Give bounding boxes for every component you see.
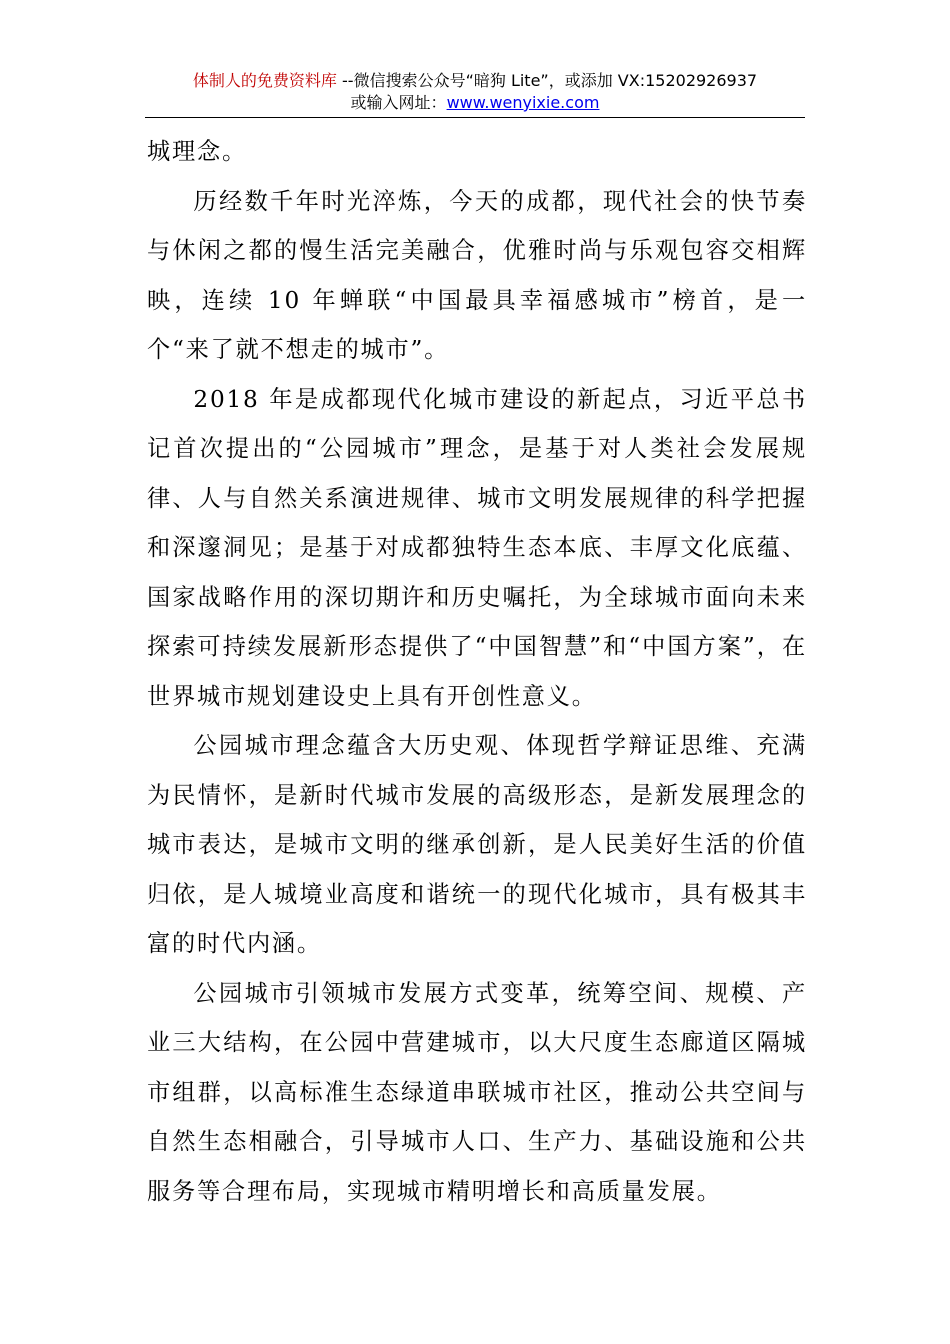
header-divider (145, 117, 805, 118)
document-body (147, 127, 807, 1216)
paragraph: 2018 年是成都现代化城市建设的新起点，习近平总书记首次提出的“公园城市”理念，是基于对人类社会发展规律、人与自然关系演进规律、城市文明发展规律的科学把握和深邃洞见；是基于对成都独特生态本底、丰厚文化底蕴、国家战略作用的深切期许和历史嘱托，为全球城市面向未来探索可持续发展新形态提供了“中国智慧”和“中国方案”，在世界城市规划建设史上具有开创性意义。 (147, 385, 807, 710)
header-line-1 (145, 70, 805, 92)
paragraph-continuation: 城理念。 (147, 138, 247, 165)
paragraph: 公园城市引领城市发展方式变革，统筹空间、规模、产业三大结构，在公园中营建城市，以大尺度生态廊道区隔城市组群，以高标准生态绿道串联城市社区，推动公共空间与自然生态相融合，引导城市人口、生产力、基础设施和公共服务等合理布局，实现城市精明增长和高质量发展。 (147, 979, 807, 1205)
page-header (145, 70, 805, 114)
header-website-link[interactable]: www.wenyixie.com (446, 93, 600, 112)
paragraph: 历经数千年时光淬炼，今天的成都，现代社会的快节奏与休闲之都的慢生活完美融合，优雅时尚与乐观包容交相辉映，连续 10 年蝉联“中国最具幸福感城市”榜首，是一个“来了就不想走的城市”。 (147, 187, 807, 363)
header-contact: --微信搜索公众号“暗狗 Lite”，或添加 VX:15202926937 (336, 71, 758, 90)
header-address-label: 或输入网址： (350, 93, 447, 112)
header-line-2 (145, 92, 805, 114)
header-brand: 体制人的免费资料库 (192, 71, 337, 90)
paragraph: 公园城市理念蕴含大历史观、体现哲学辩证思维、充满为民情怀，是新时代城市发展的高级形态，是新发展理念的城市表达，是城市文明的继承创新，是人民美好生活的价值归依，是人城境业高度和谐统一的现代化城市，具有极其丰富的时代内涵。 (147, 732, 807, 957)
